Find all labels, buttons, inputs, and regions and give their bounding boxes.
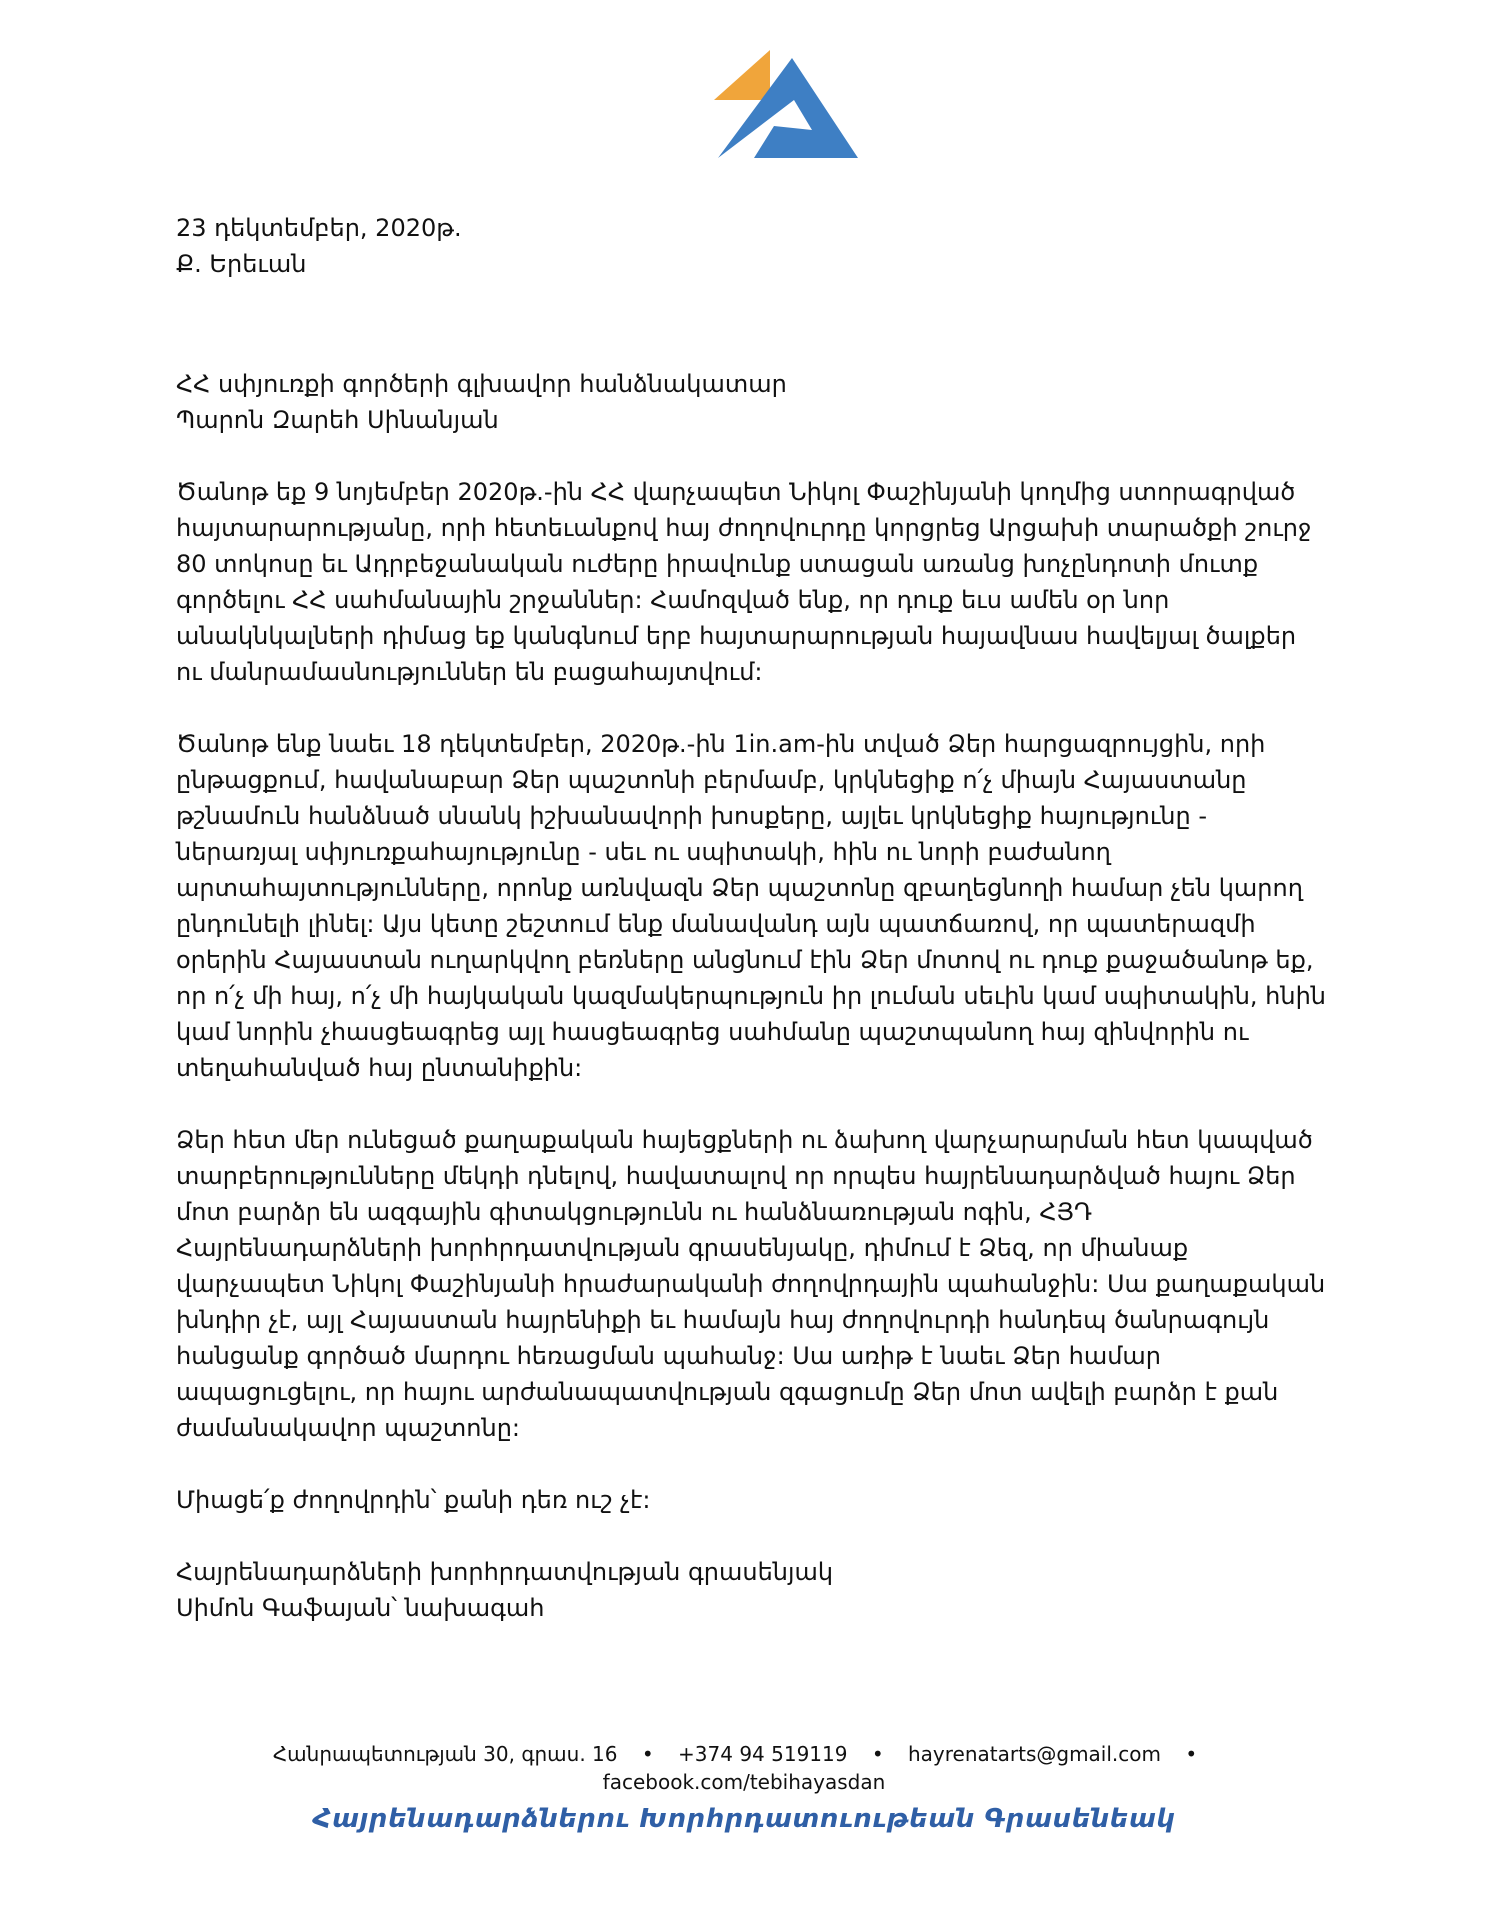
paragraph-3: Ձեր հետ մեր ունեցած քաղաքական հայեցքների ու ձախող վարչարարման հետ կապված տարբերությունները մեկդի դնելով, հավատալով որ որպես հայրենադարձված հայու Ձեր մոտ բարձր են ազգային գիտակցությունն ու հանձնառության ոգին, ՀՅԴ Հայրենադարձների խորհրդատվության գրասենյակը, դիմում է Ձեզ, որ միանաք վարչապետ Նիկոլ Փաշինյանի հրաժարականի ժողովրդային պահանջին: Սա քաղաքական խնդիր չէ, այլ Հայաստան հայրենիքի եւ համայն հայ ժողովուրդի հանդեպ ծանրագույն հանցանք գործած մարդու հեռացման պահանջ: Սա առիթ է նաեւ Ձեր համար ապացուցելու, որ հայու արժանապատվության զգացումը Ձեր մոտ ավելի բարձր է քան ժամանակավոր պաշտոնը: <box>176 1126 1326 1442</box>
recipient-title: ՀՀ սփյուռքի գործերի գլխավոր հանձնակատար <box>176 370 787 398</box>
letter-date: 23 դեկտեմբեր, 2020թ. <box>176 214 462 242</box>
footer-email[interactable]: hayrenatarts@gmail.com <box>908 1742 1161 1766</box>
footer-separator: • <box>1185 1742 1198 1766</box>
footer-facebook[interactable]: facebook.com/tebihayasdan <box>602 1770 886 1794</box>
signature-organization: Հայրենադարձների խորհրդատվության գրասենյակ <box>176 1558 834 1586</box>
logo-blue-triangle <box>718 58 858 158</box>
footer-organization-name: Հայրենադարձներու Խորհրդատուութեան Գրասենեակ <box>312 1804 1176 1834</box>
call-to-action: Միացե՛ք ժողովրդին՝ քանի դեռ ուշ չէ: <box>176 1486 651 1514</box>
recipient-name: Պարոն Զարեհ Սինանյան <box>176 406 499 434</box>
paragraph-1: Ծանոթ եք 9 նոյեմբեր 2020թ.-ին ՀՀ վարչապետ Նիկոլ Փաշինյանի կողմից ստորագրված հայտարարությանը, որի հետեւանքով հայ ժողովուրդը կորցրեց Արցախի տարածքի շուրջ 80 տոկոսը եւ Ադրբեջանական ուժերը իրավունք ստացան առանց խոչընդոտի մուտք գործելու ՀՀ սահմանային շրջաններ: Համոզված ենք, որ դուք եւս ամեն օր նոր անակնկալների դիմաց եք կանգնում երբ հայտարարության հայավնաս հավելյալ ծալքեր ու մանրամասնություններ են բացահայտվում: <box>176 478 1312 686</box>
footer-separator: • <box>871 1742 884 1766</box>
footer-phone: +374 94 519119 <box>678 1742 848 1766</box>
letter-body <box>176 210 1326 1626</box>
footer <box>0 1740 1488 1834</box>
paragraph-2: Ծանոթ ենք նաեւ 18 դեկտեմբեր, 2020թ.-ին 1in.am-ին տված Ձեր հարցազրույցին, որի ընթացքում, հավանաբար Ձեր պաշտոնի բերմամբ, կրկնեցիք ո՛չ միայն Հայաստանը թշնամուն հանձնած սնանկ իշխանավորի խոսքերը, այլեւ կրկնեցիք հայությունը - ներառյալ սփյուռքահայությունը - սեւ ու սպիտակի, հին ու նորի բաժանող արտահայտությունները, որոնք առնվազն Ձեր պաշտոնը զբաղեցնողի համար չեն կարող ընդունելի լինել: Այս կետը շեշտում ենք մանավանդ այն պատճառով, որ պատերազմի օրերին Հայաստան ուղարկվող բեռները անցնում էին Ձեր մոտով ու դուք քաջածանոթ եք, որ ո՛չ մի հայ, ո՛չ մի հայկական կազմակերպություն իր լուման սեւին կամ սպիտակին, հնին կամ նորին չհասցեագրեց այլ հասցեագրեց սահմանը պաշտպանող հայ զինվորին ու տեղահանված հայ ընտանիքին: <box>176 730 1327 1082</box>
triangle-logo-icon <box>714 50 858 158</box>
signature-person: Սիմոն Գաֆայան՝ նախագահ <box>176 1594 545 1622</box>
logo-orange-triangle <box>714 50 770 100</box>
footer-separator: • <box>641 1742 654 1766</box>
letter-city: Ք. Երեւան <box>176 250 307 278</box>
footer-contacts <box>0 1740 1488 1768</box>
footer-address: Հանրապետության 30, գրաս. 16 <box>272 1742 618 1766</box>
